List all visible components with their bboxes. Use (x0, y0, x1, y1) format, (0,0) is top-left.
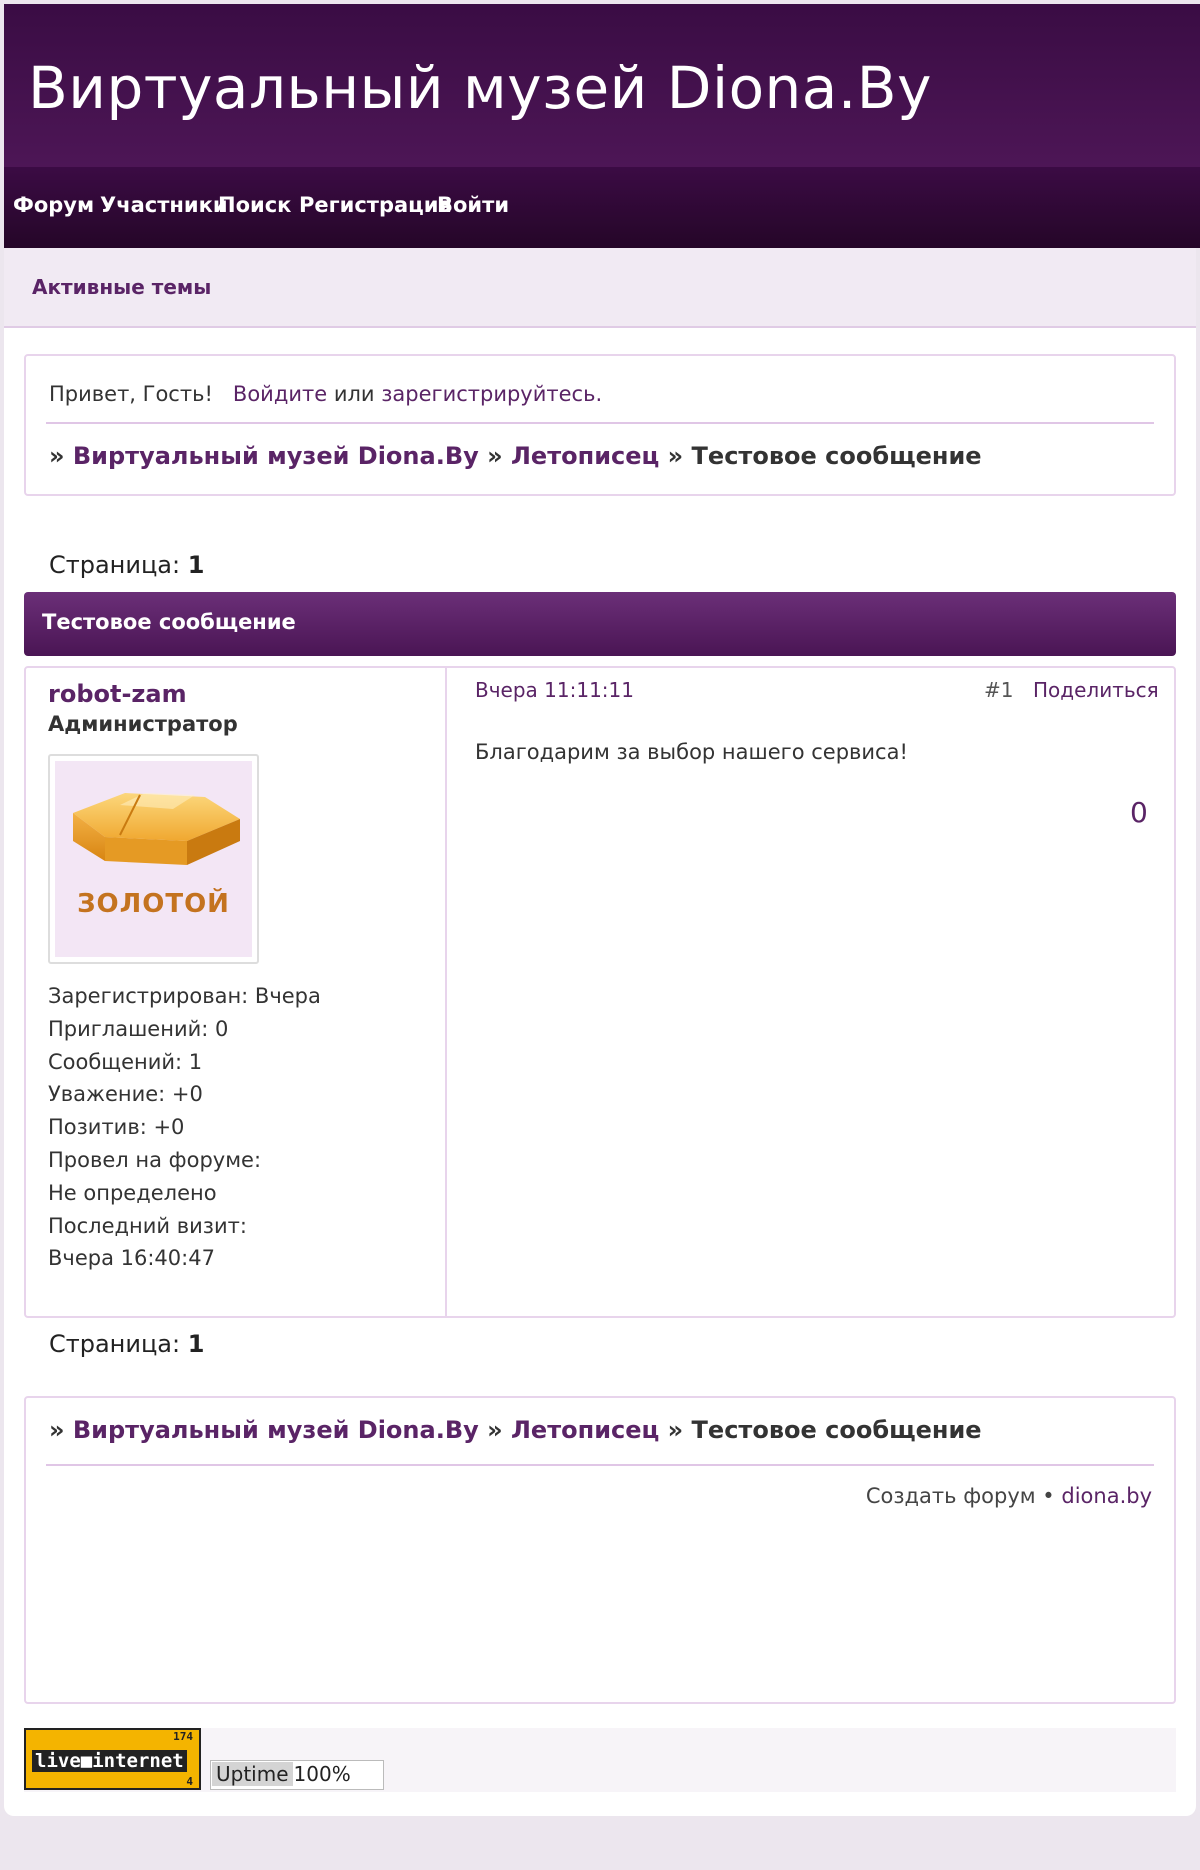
avatar-image (55, 761, 252, 957)
breadcrumb-forum[interactable]: Летописец (511, 1416, 660, 1444)
footer-box (24, 1396, 1176, 1704)
pagination-bottom (49, 1330, 204, 1358)
breadcrumb-bottom (49, 1416, 982, 1444)
guest-greeting (49, 382, 602, 406)
author-role: Администратор (48, 712, 238, 736)
create-forum-link[interactable]: Создать форум (865, 1484, 1036, 1508)
liveinternet-logo: live■internet (32, 1750, 187, 1772)
post (24, 666, 1176, 1318)
stat-last-visit-label: Последний визит: (48, 1213, 247, 1238)
breadcrumb (49, 442, 982, 470)
gold-bars-icon (55, 761, 252, 957)
counters-bar (24, 1728, 1176, 1792)
stat-positive: Позитив: +0 (48, 1115, 185, 1140)
stat-invites: Приглашений: 0 (48, 1016, 229, 1041)
main-nav (4, 167, 1200, 248)
greeting-text: Привет, Гость! (49, 382, 213, 406)
nav-search[interactable]: Поиск (218, 193, 292, 217)
stat-time-label: Провел на форуме: (48, 1147, 262, 1172)
login-link[interactable]: Войдите (232, 382, 328, 406)
topic-title: Тестовое сообщение (42, 610, 296, 634)
share-link[interactable]: Поделиться (1033, 678, 1159, 702)
active-topics-link[interactable]: Активные темы (32, 275, 212, 299)
li-visits-bottom: 4 (186, 1775, 193, 1788)
greeting-or: или (333, 382, 375, 406)
post-author-panel (26, 668, 447, 1316)
subnav-bar (4, 248, 1196, 328)
divider (46, 422, 1154, 424)
footer-credit (866, 1484, 1152, 1508)
breadcrumb-sep: » (667, 442, 684, 470)
breadcrumb-current: Тестовое сообщение (691, 442, 982, 470)
breadcrumb-sep: » (49, 1416, 65, 1444)
pagination-label: Страница: (49, 551, 181, 579)
post-date[interactable]: Вчера 11:11:11 (475, 678, 634, 702)
uptime-badge[interactable] (210, 1760, 384, 1790)
breadcrumb-site[interactable]: Виртуальный музей Diona.By (72, 442, 479, 470)
breadcrumb-sep: » (667, 1416, 684, 1444)
nav-login[interactable]: Войти (437, 193, 510, 217)
pagination-label: Страница: (49, 1330, 181, 1358)
page-content (4, 248, 1196, 1816)
stat-time-value: Не определено (48, 1180, 217, 1205)
breadcrumb-sep: » (487, 1416, 503, 1444)
li-visits-top: 174 (173, 1730, 193, 1743)
stat-respect: Уважение: +0 (48, 1082, 203, 1107)
divider (46, 1464, 1154, 1466)
post-body: Благодарим за выбор нашего сервиса! (475, 740, 908, 764)
stat-registered: Зарегистрирован: Вчера (48, 984, 321, 1008)
post-rating[interactable]: 0 (1130, 796, 1148, 829)
stat-last-visit-value: Вчера 16:40:47 (48, 1246, 215, 1271)
pagination-top (49, 551, 204, 579)
breadcrumb-current: Тестовое сообщение (691, 1416, 982, 1444)
avatar (48, 754, 259, 964)
stat-messages: Сообщений: 1 (48, 1049, 203, 1074)
register-link[interactable]: зарегистрируйтесь. (381, 382, 603, 406)
breadcrumb-sep: » (487, 442, 503, 470)
host-link[interactable]: diona.by (1061, 1484, 1152, 1508)
post-author[interactable]: robot-zam (48, 680, 187, 708)
nav-forum[interactable]: Форум (13, 193, 95, 217)
breadcrumb-site[interactable]: Виртуальный музей Diona.By (72, 1416, 479, 1444)
author-stats (48, 980, 321, 1275)
footer-bullet: • (1042, 1484, 1055, 1508)
site-title[interactable]: Виртуальный музей Diona.By (28, 54, 932, 122)
breadcrumb-sep: » (49, 442, 65, 470)
welcome-box (24, 354, 1176, 496)
nav-members[interactable]: Участники (100, 193, 228, 217)
pagination-current: 1 (187, 1330, 205, 1358)
uptime-label: Uptime (212, 1762, 293, 1786)
uptime-value: 100% (293, 1762, 351, 1786)
breadcrumb-forum[interactable]: Летописец (511, 442, 660, 470)
nav-registration[interactable]: Регистрация (299, 193, 452, 217)
liveinternet-counter[interactable] (24, 1728, 201, 1790)
site-header (4, 4, 1200, 167)
pagination-current: 1 (187, 551, 205, 579)
topic-header (24, 592, 1176, 656)
avatar-caption: ЗОЛОТОЙ (77, 889, 230, 919)
post-number: #1 (984, 678, 1014, 702)
